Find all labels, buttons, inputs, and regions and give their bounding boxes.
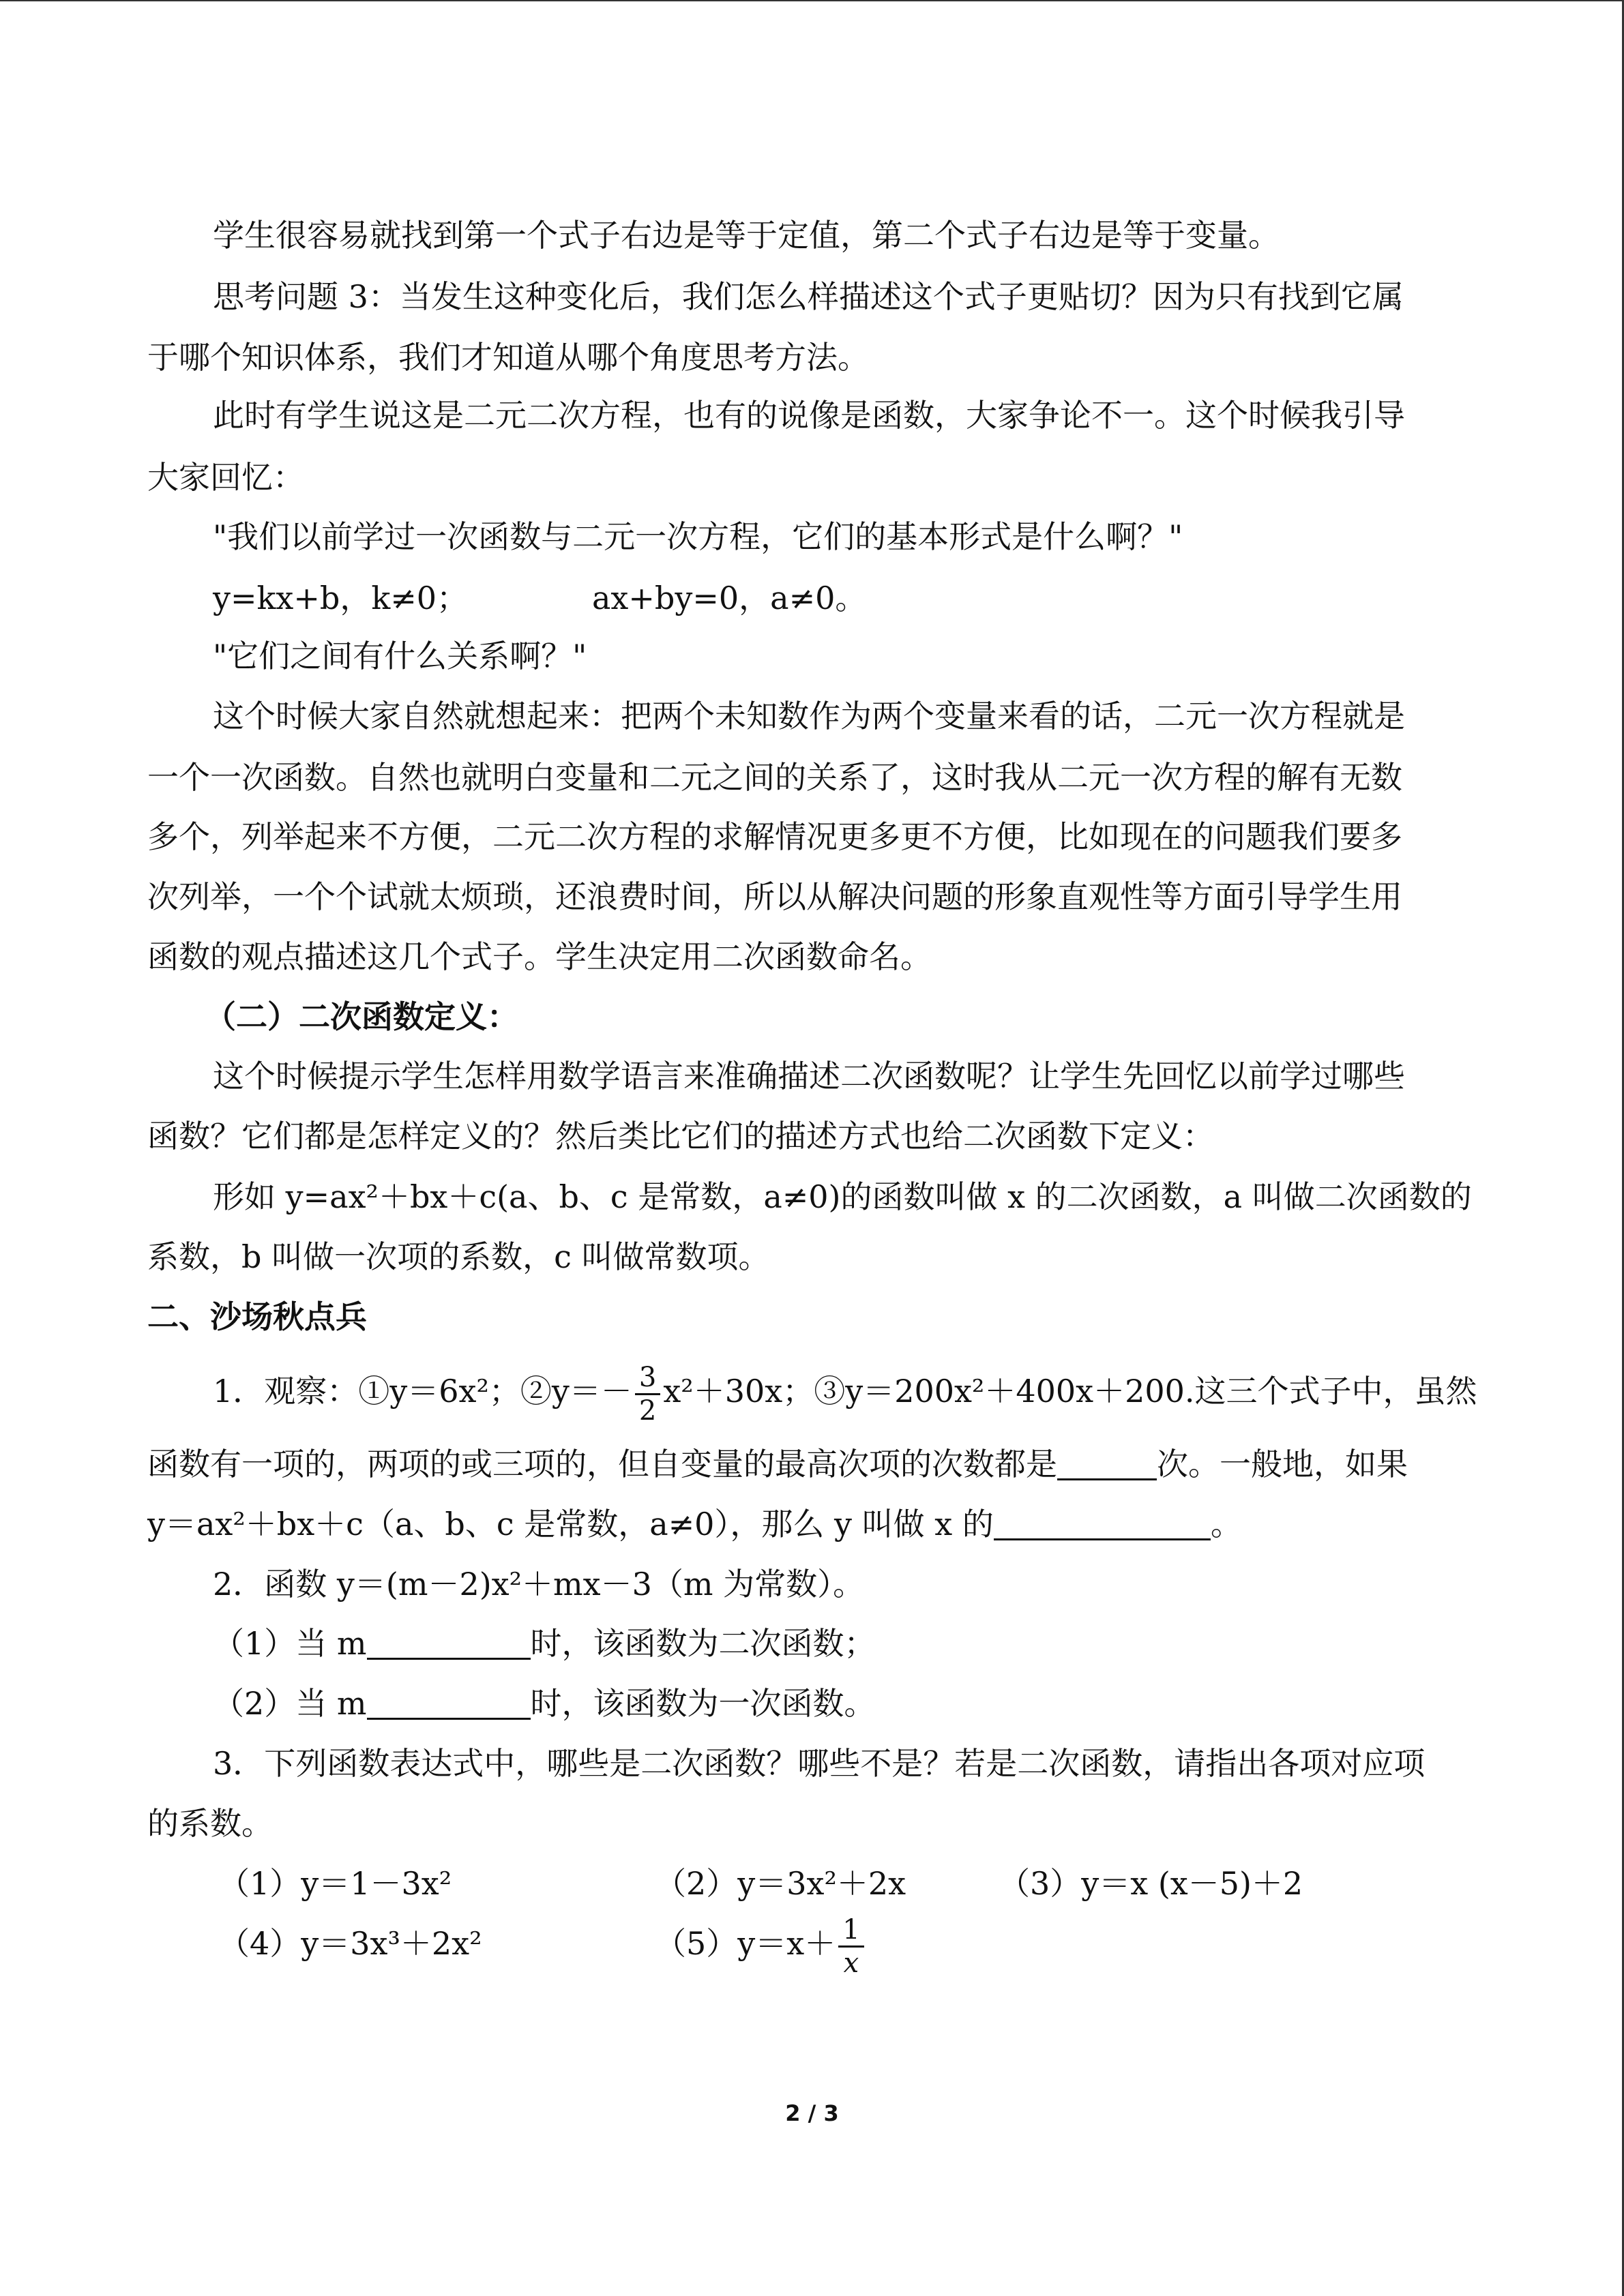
- paragraph-line: 此时有学生说这是二元二次方程，也有的说像是函数，大家争论不一。这个时候我引导: [213, 397, 1405, 434]
- question-2-part-2: [213, 1683, 876, 1724]
- section-heading-definition: （二）二次函数定义：: [205, 998, 518, 1035]
- quote-line: "它们之间有什么关系啊？": [213, 638, 587, 674]
- paragraph-line: 一个一次函数。自然也就明白变量和二元之间的关系了，这时我从二元一次方程的解有无数: [147, 759, 1402, 796]
- question-2-stem: 2．函数 y＝(m－2)x²＋mx－3（m 为常数）。: [213, 1566, 865, 1602]
- paragraph-line: 大家回忆：: [147, 459, 304, 496]
- option-5-text: （5）y＝x＋: [655, 1925, 836, 1962]
- fraction-denominator: x: [843, 1947, 859, 1979]
- section-heading-exercises: 二、沙场秋点兵: [147, 1298, 367, 1335]
- option-4: （4）y＝3x³＋2x²: [218, 1925, 482, 1962]
- fraction-one-over-x: [838, 1914, 863, 1979]
- question-2-part-1: [213, 1623, 876, 1664]
- paragraph-line: 这个时候提示学生怎样用数学语言来准确描述二次函数呢？让学生先回忆以前学过哪些: [213, 1058, 1405, 1094]
- fraction-numerator: 3: [635, 1362, 660, 1395]
- question-2-text: （1）当 m: [213, 1625, 367, 1662]
- question-2-text: 时，该函数为一次函数。: [530, 1685, 876, 1722]
- answer-blank[interactable]: [1057, 1451, 1157, 1480]
- question-1-text: 1．观察：①y＝6x²；②y＝－: [213, 1373, 632, 1410]
- definition-line: 系数，b 叫做一次项的系数，c 叫做常数项。: [147, 1238, 770, 1275]
- question-2-text: 时，该函数为二次函数；: [530, 1625, 876, 1662]
- formula-linear-equation: ax+by=0，a≠0。: [592, 580, 867, 616]
- paragraph-line: 函数？它们都是怎样定义的？然后类比它们的描述方式也给二次函数下定义：: [147, 1118, 1214, 1154]
- option-3: （3）y＝x (x－5)＋2: [999, 1865, 1303, 1902]
- question-1-line-3: [147, 1504, 1242, 1545]
- question-3-stem: 的系数。: [147, 1805, 273, 1842]
- question-1-line-1: [213, 1357, 1477, 1427]
- question-1-text: 。: [1210, 1506, 1242, 1542]
- formula-linear-function: y=kx+b，k≠0；: [213, 580, 469, 616]
- option-1: （1）y＝1－3x²: [218, 1865, 452, 1902]
- question-2-text: （2）当 m: [213, 1685, 367, 1722]
- question-1-text: 函数有一项的，两项的或三项的，但自变量的最高次项的次数都是: [147, 1446, 1057, 1482]
- fraction-three-halves: [635, 1362, 660, 1427]
- fraction-numerator: 1: [838, 1914, 863, 1948]
- fraction-denominator: 2: [638, 1395, 657, 1427]
- paragraph-line: 思考问题 3：当发生这种变化后，我们怎么样描述这个式子更贴切？因为只有找到它属: [213, 278, 1404, 315]
- option-2: （2）y＝3x²＋2x: [655, 1865, 906, 1902]
- top-border: [0, 0, 1624, 1]
- paragraph-line: 次列举，一个个试就太烦琐，还浪费时间，所以从解决问题的形象直观性等方面引导学生用: [147, 878, 1402, 915]
- question-1-text: 次。一般地，如果: [1157, 1446, 1408, 1482]
- answer-blank[interactable]: [367, 1690, 531, 1720]
- paragraph-line: 多个，列举起来不方便，二元二次方程的求解情况更多更不方便，比如现在的问题我们要多: [147, 818, 1402, 855]
- question-3-stem: 3．下列函数表达式中，哪些是二次函数？哪些不是？若是二次函数，请指出各项对应项: [213, 1745, 1426, 1782]
- definition-line: 形如 y=ax²＋bx＋c(a、b、c 是常数，a≠0)的函数叫做 x 的二次函数，a 叫做二次函数的: [213, 1178, 1472, 1215]
- question-1-text: x²＋30x；③y＝200x²＋400x＋200.这三个式子中，虽然: [663, 1373, 1477, 1410]
- paragraph-line: 学生很容易就找到第一个式子右边是等于定值，第二个式子右边是等于变量。: [213, 217, 1280, 254]
- option-5: [655, 1909, 867, 1979]
- question-1-line-2: [147, 1444, 1408, 1485]
- page-number: 2 / 3: [785, 2100, 839, 2126]
- answer-blank[interactable]: [367, 1630, 531, 1660]
- quote-line: "我们以前学过一次函数与二元一次方程，它们的基本形式是什么啊？": [213, 518, 1183, 555]
- answer-blank[interactable]: [994, 1511, 1211, 1540]
- paragraph-line: 这个时候大家自然就想起来：把两个未知数作为两个变量来看的话，二元一次方程就是: [213, 698, 1405, 734]
- paragraph-line: 函数的观点描述这几个式子。学生决定用二次函数命名。: [147, 938, 932, 975]
- question-1-text: y＝ax²＋bx＋c（a、b、c 是常数，a≠0），那么 y 叫做 x 的: [147, 1506, 994, 1542]
- paragraph-line: 于哪个知识体系，我们才知道从哪个角度思考方法。: [147, 339, 869, 376]
